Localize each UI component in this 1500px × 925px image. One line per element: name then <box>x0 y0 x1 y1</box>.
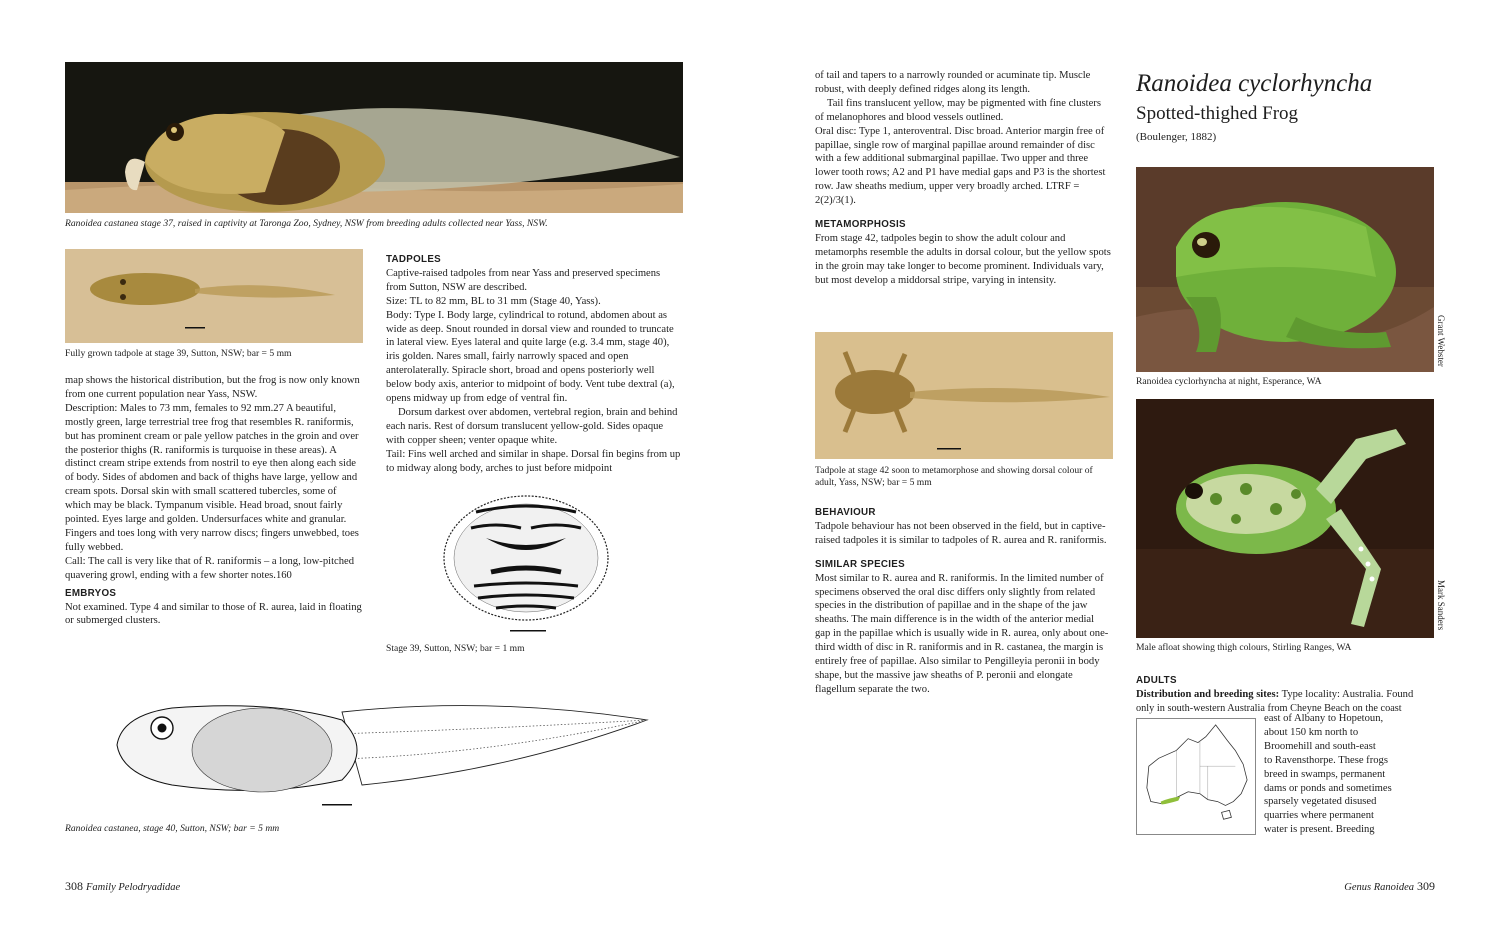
middle-text-column <box>386 249 682 476</box>
adults-wrap-line: water is present. Breeding <box>1264 824 1375 836</box>
body-paragraph: Body: Type I. Body large, cylindrical to rotund, abdomen about as wide as deep. Snout rounded in dorsal view and rounded to truncate in lateral view. Eyes lateral and quite large (e.g. 3.4 mm, stage 40), iris golden. Nares small, fairly narrowly spaced and open anterolaterally. Spiracle short, broad and opens posteriorly well below body axis, anterior to midpoint of body. Vent tube dextral (a), opens midway up from edge of ventral fin. <box>386 309 675 405</box>
tadpole-drawing-caption: Ranoidea castanea, stage 40, Sutton, NSW; bar = 5 mm <box>65 823 280 834</box>
species-common-name: Spotted-thighed Frog <box>1136 103 1299 124</box>
tail-continued-paragraph: of tail and tapers to a narrowly rounded or acuminate tip. Muscle robust, with deeply defined ridges along its length. <box>815 70 1091 95</box>
adults-heading: ADULTS <box>1136 675 1177 686</box>
tadpole-dorsal-photo <box>65 249 363 343</box>
left-text-column <box>65 374 363 628</box>
oral-disc-caption: Stage 39, Sutton, NSW; bar = 1 mm <box>386 643 525 654</box>
left-page-folio <box>65 879 180 894</box>
tadpoles-heading: TADPOLES <box>386 254 442 265</box>
tadpole-42-caption: Tadpole at stage 42 soon to metamorphose and showing dorsal colour of adult, Yass, NSW; bar = 5 mm <box>815 465 1093 488</box>
photo-credit-bottom: Mark Sanders <box>1436 580 1446 631</box>
metamorphosis-heading: METAMORPHOSIS <box>815 219 906 231</box>
tadpole-dorsal-caption: Fully grown tadpole at stage 39, Sutton, NSW; bar = 5 mm <box>65 348 292 359</box>
tail-fins-paragraph: Tail fins translucent yellow, may be pigmented with fine clusters of melanophores and blood vessels outlined. <box>815 97 1101 123</box>
adults-first-line <box>1136 688 1436 702</box>
oral-disc-drawing <box>436 490 616 635</box>
description-paragraph: Description: Males to 73 mm, females to 92 mm.27 A beautiful, mostly green, large terrestrial tree frog that resembles R. raniformis, but has prominent cream or pale yellow patches in the groin and over the posterior thighs (R. raniformis is turquoise in these areas). A distinct cream stripe extends from nostril to eye then along each side of body. Sides of abdomen and back of thighs have large, yellow and cream spots. Dorsal skin with small scattered tubercles, some of which may be black. Tympanum visible. Head broad, snout fairly pointed. Eyes large and golden. Undersurfaces white and granular. Fingers and toes long with very narrow discs; fingers unwebbed, toes fully webbed. <box>65 402 359 553</box>
oral-disc-paragraph: Oral disc: Type 1, anteroventral. Disc broad. Anterior margin free of papillae, single row of marginal papillae around remainder of disc with a few additional submarginal papillae. Two upper and three lower tooth rows; A2 and P1 have medial gaps and P3 is the shortest row. Jaw sheaths medium, upper very broadly arched. LTRF = 2(2)/3(1). <box>815 125 1106 207</box>
main-photo-caption: Ranoidea castanea stage 37, raised in captivity at Taronga Zoo, Sydney, NSW from breeding adults collected near Yass, NSW. <box>65 218 548 229</box>
similar-species-paragraph: Most similar to R. aurea and R. raniformis. In the limited number of specimens observed the oral disc differs only slightly from related species in the distribution of papillae and in the shape of the jaw sheaths. The main difference is in the width of the anterior medial gap in the papillae which is usually wide in R. aurea, only about one-third width of disc in R. raniformis and in R. castanea, the margin is entirely free of papillae. Also similar to Pengilleyia peronii in body shape, but the massive jaw sheaths of P. peronii and elongate flagellum separate the two. <box>815 572 1109 695</box>
tail-paragraph: Tail: Fins well arched and similar in shape. Dorsal fin begins from up to midway along body, arches to just before midpoint <box>386 448 681 474</box>
right-text-column <box>815 69 1111 288</box>
adults-wrap-line: about 150 km north to <box>1264 726 1359 738</box>
embryos-heading: EMBRYOS <box>65 587 117 599</box>
frog-night-caption: Ranoidea cyclorhyncha at night, Esperance, WA <box>1136 376 1322 387</box>
distribution-paragraph: map shows the historical distribution, but the frog is now only known from one current population near Yass, NSW. <box>65 375 360 400</box>
distribution-label: Distribution and breeding sites: <box>1136 688 1280 700</box>
metamorphosis-paragraph: From stage 42, tadpoles begin to show the adult colour and metamorphs resemble the adults in dorsal colour, but the yellow spots in the groin may take longer to become prominent. Individuals vary, but most develop a middorsal stripe, varying in intensity. <box>815 232 1111 286</box>
adults-line-1: Type locality: Australia. Found <box>1281 688 1414 700</box>
photo-credit-top: Grant Webster <box>1436 315 1446 367</box>
adults-wrap-line: dams or ponds and sometimes <box>1264 782 1392 794</box>
species-title: Ranoidea cyclorhyncha <box>1136 70 1373 97</box>
similar-species-heading: SIMILAR SPECIES <box>815 558 905 570</box>
adults-wrap-line: east of Albany to Hopetoun, <box>1264 713 1384 724</box>
adults-wrap-text <box>1264 712 1444 837</box>
adults-wrap-line: Broomehill and south-east <box>1264 740 1376 752</box>
adults-wrap-line: breed in swamps, permanent <box>1264 768 1386 780</box>
behaviour-heading: BEHAVIOUR <box>815 507 876 518</box>
adults-wrap-line: sparsely vegetated disused <box>1264 796 1377 808</box>
right-page-folio <box>1344 879 1435 894</box>
left-page-number: 308 <box>65 879 83 893</box>
call-paragraph: Call: The call is very like that of R. raniformis – a long, low-pitched quavering growl, ending with a few shorter notes.160 <box>65 555 355 581</box>
frog-afloat-photo <box>1136 399 1434 638</box>
embryos-paragraph: Not examined. Type 4 and similar to those of R. aurea, laid in floating or submerged clusters. <box>65 601 362 627</box>
frog-afloat-caption: Male afloat showing thigh colours, Stirling Ranges, WA <box>1136 642 1352 653</box>
tadpole-line-drawing <box>112 690 652 808</box>
adults-section <box>1136 670 1436 716</box>
adults-line-2: only in south-western Australia from Cheyne Beach on the coast <box>1136 702 1402 714</box>
size-paragraph: Size: TL to 82 mm, BL to 31 mm (Stage 40, Yass). <box>386 295 601 307</box>
left-running-head: Family Pelodryadidae <box>86 882 181 893</box>
frog-night-photo <box>1136 167 1434 372</box>
adults-wrap-line: to Ravensthorpe. These frogs <box>1264 754 1388 766</box>
distribution-map <box>1136 718 1256 835</box>
tadpoles-intro: Captive-raised tadpoles from near Yass and preserved specimens from Sutton, NSW are described. <box>386 267 661 293</box>
dorsum-paragraph: Dorsum darkest over abdomen, vertebral region, brain and behind each naris. Rest of dorsum translucent yellow-gold. Sides opaque with copper sheen; venter opaque white. <box>386 406 678 446</box>
species-authority: (Boulenger, 1882) <box>1136 131 1217 143</box>
tadpole-42-photo <box>815 332 1113 459</box>
behaviour-paragraph: Tadpole behaviour has not been observed in the field, but in captive-raised tadpoles it is similar to tadpoles of R. aurea and R. raniformis. <box>815 520 1107 546</box>
adults-wrap-line: quarries where permanent <box>1264 810 1375 822</box>
main-tadpole-photo <box>65 62 683 213</box>
right-running-head: Genus Ranoidea <box>1344 882 1414 893</box>
right-text-column-lower <box>815 502 1111 697</box>
right-page-number: 309 <box>1417 879 1435 893</box>
